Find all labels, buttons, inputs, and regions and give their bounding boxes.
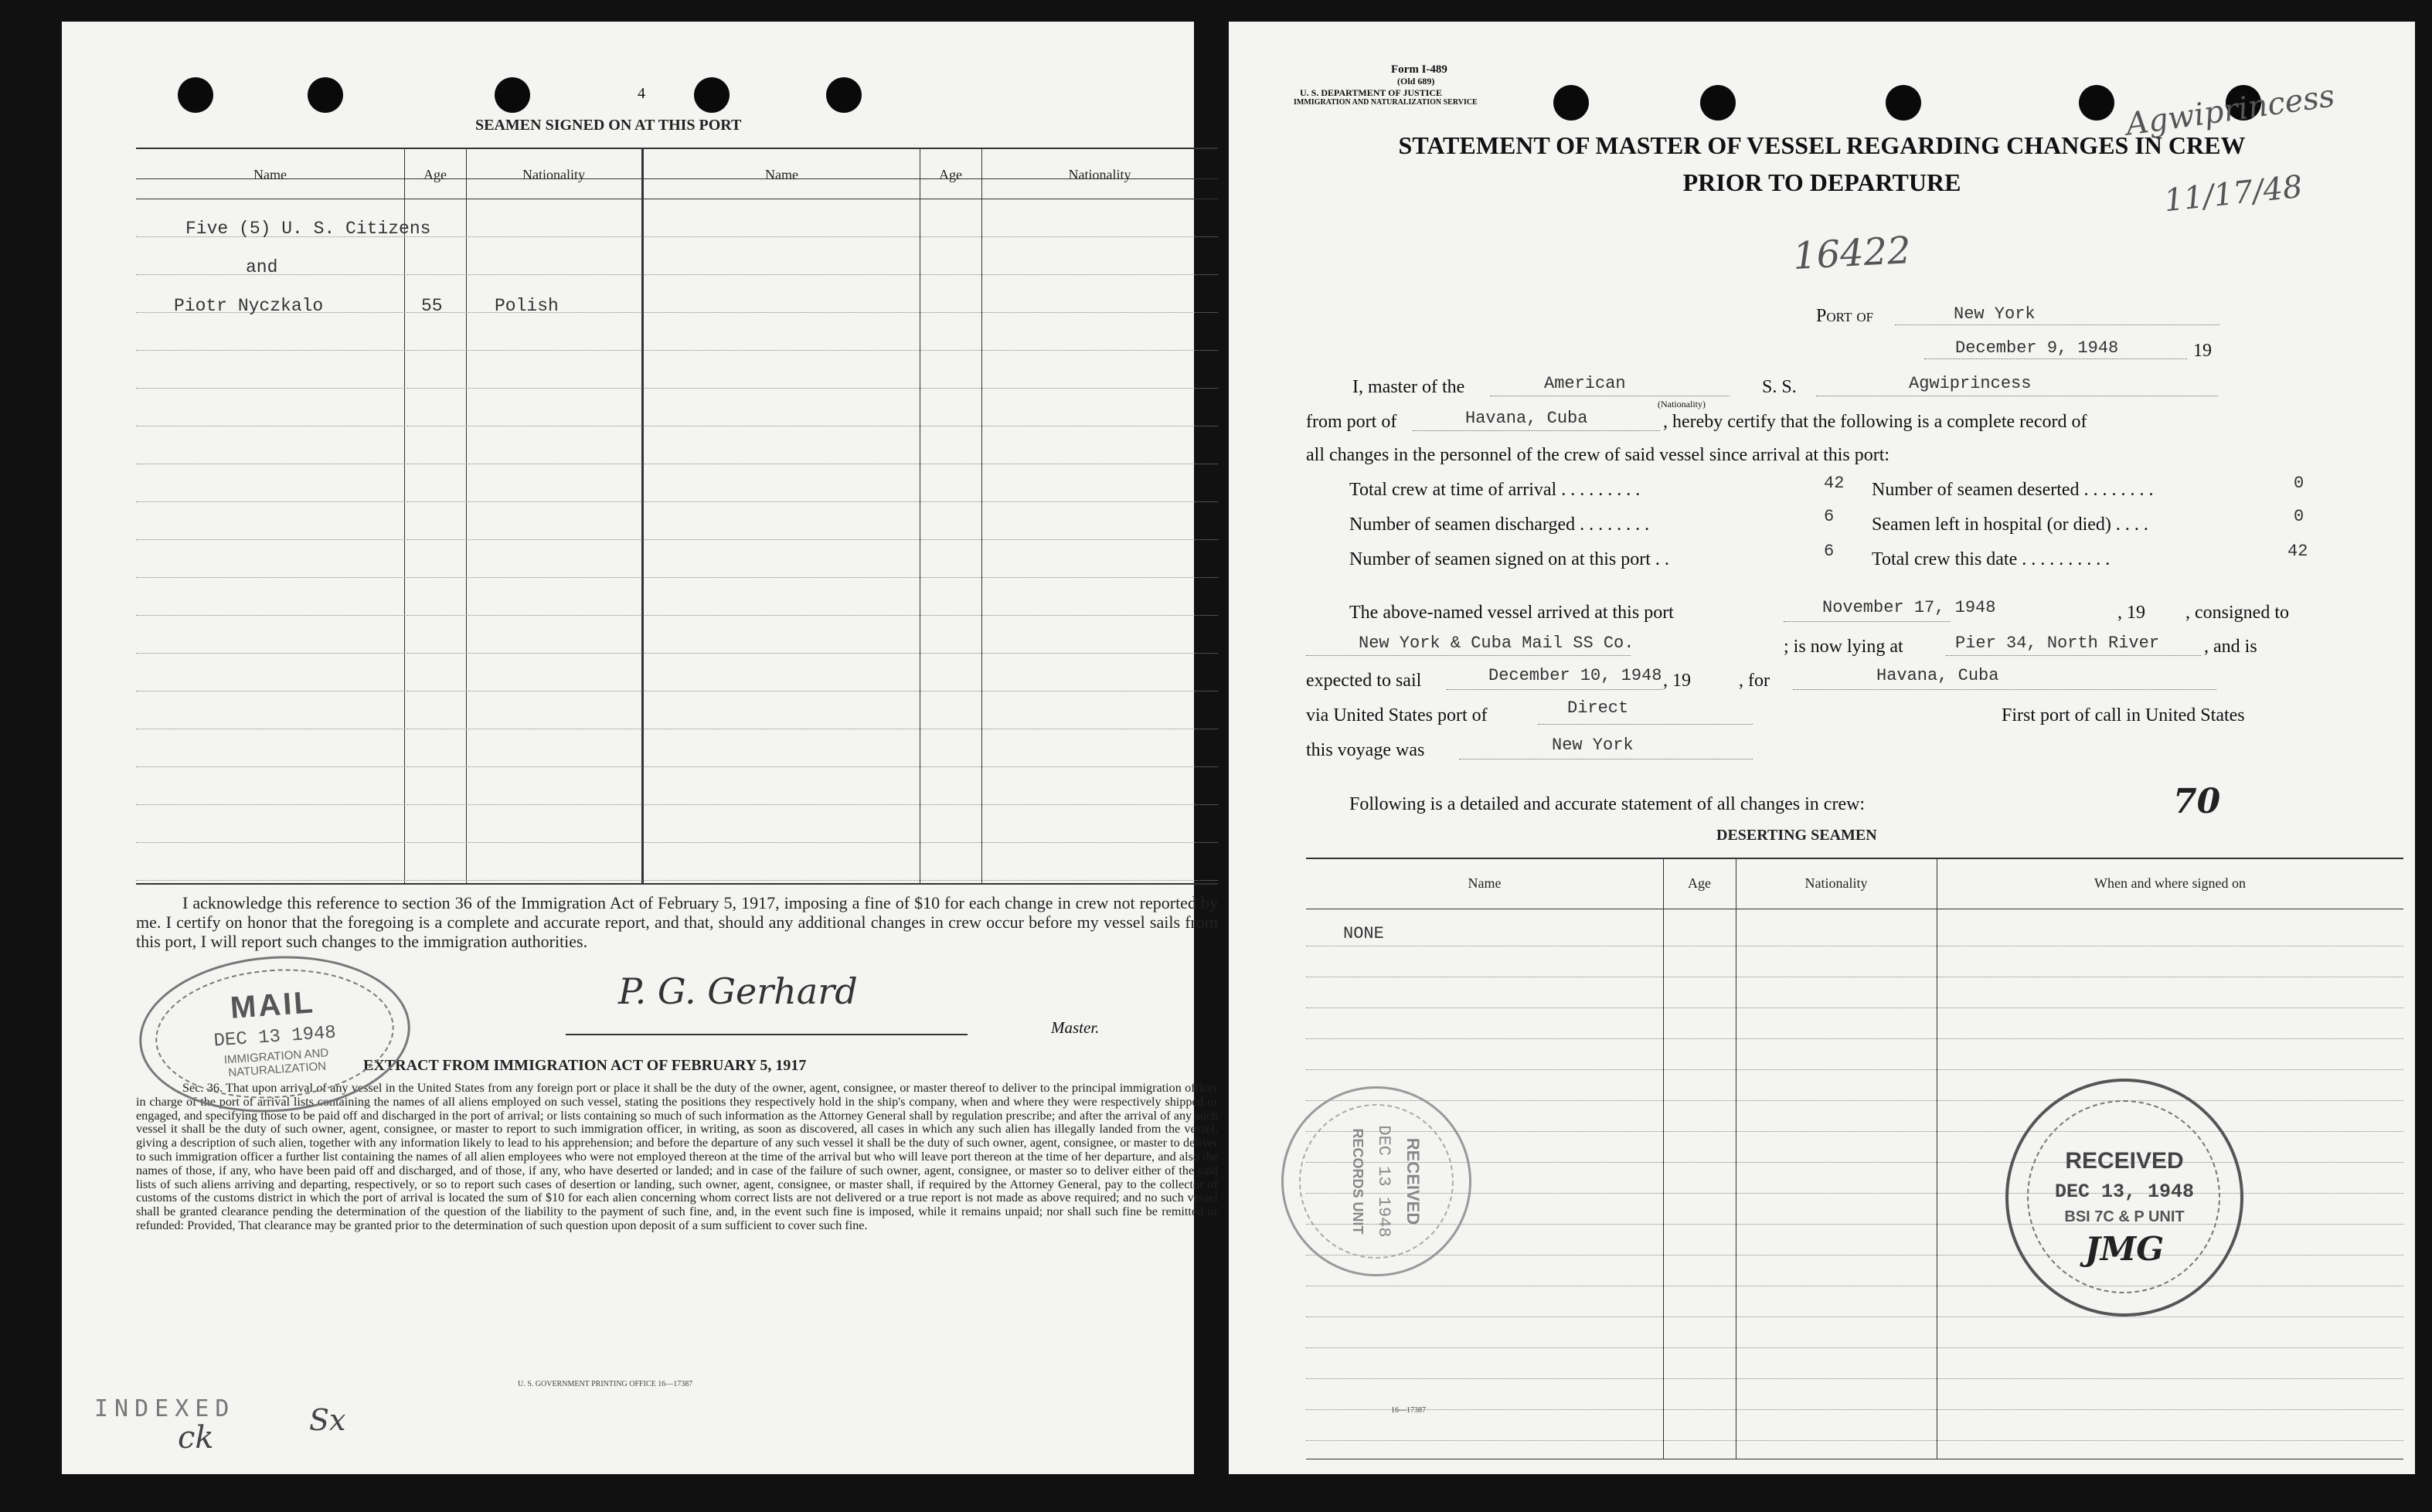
received-stamp-initials: JMG — [2084, 1230, 2165, 1268]
following-value: 70 — [2173, 782, 2221, 821]
received-stamp-bottom: BSI 7C & P UNIT — [2064, 1208, 2185, 1225]
punch-hole — [495, 77, 530, 113]
arrived-value: November 17, 1948 — [1822, 598, 1996, 617]
table-rule-line — [1306, 1100, 2403, 1101]
from-port-label: from port of — [1306, 412, 1397, 432]
statement-date: December 9, 1948 — [1955, 338, 2119, 358]
table-row-name: Piotr Nyczkalo — [174, 296, 324, 316]
mail-stamp-bottom: IMMIGRATION AND NATURALIZATION — [223, 1046, 329, 1080]
des-col-header-signed-on: When and where signed on — [2094, 875, 2246, 891]
and-is-label: , and is — [2204, 637, 2257, 657]
col-header-age-2: Age — [939, 167, 962, 182]
count-label: Number of seamen discharged . . . . . . . . — [1349, 515, 1650, 535]
table-row-nationality: Polish — [495, 296, 559, 316]
page-number: 4 — [638, 85, 645, 102]
count-value: 6 — [1824, 542, 1835, 561]
table-row-name: Five (5) U. S. Citizens — [185, 219, 431, 239]
punch-hole — [2079, 85, 2114, 121]
table-rule-line — [1306, 1409, 2403, 1410]
deserting-row-name: NONE — [1343, 924, 1384, 943]
handwritten-file-number: 16422 — [1791, 229, 1913, 278]
for-value: Havana, Cuba — [1876, 666, 1999, 685]
count-right-label: Total crew this date . . . . . . . . . . — [1872, 549, 2111, 569]
extract-text: Sec. 36. That upon arrival of any vessel in the United States from any foreign port or place it shall be the duty of the owner, agent, consignee, or master thereof to deliver to the principal immigration officer in charge of the port of arrival lists containing the names of all aliens employed on such vessel, stating the positions they respectively hold in the ship's company, when and where they were respectively shipped or engaged, and specifying those to be paid off and discharged in the port of arrival; or lists containing so much of such information as the Attorney General shall by regulation prescribe; and after the arrival of any such vessel it shall be the duty of such owner, agent, consignee, or master to report to such immigration officer, in writing, as soon as discovered, all cases in which any such alien has illegally landed from the vessel, giving a description of such alien, together with any information likely to lead to his apprehension; and before the departure of any such vessel it shall be the duty of such owner, agent, consignee, or master to deliver to such immigration officer a further list containing the names of all alien employees who were not employed thereon at the time of the arrival but who will leave port thereon at the time of her departure, and also the names of those, if any, who have been paid off and discharged, and of those, if any, who have deserted or landed; and in case of the failure of such owner, agent, consignee, or master so to deliver either of the said lists of such aliens arriving and departing, respectively, or so to report such cases of desertion or landing, such owner, agent, consignee, or master shall, if required by the Attorney General, pay to the collector of customs of the customs district in which the port of arrival is located the sum of $10 for each alien concerning whom correct lists are not delivered or a true report is not made as above required; and no such vessel shall be granted clearance pending the determination of the question of the liability to the payment of such fine, and, in the event such fine is imposed, while it remains unpaid; nor shall such fine be remitted or refunded: Provided, That clearance may be granted prior to the determination of such question upon deposit of a sum sufficient to cover such fine. — [136, 1081, 1218, 1232]
seamen-signed-title: SEAMEN SIGNED ON AT THIS PORT — [475, 117, 742, 134]
table-row-age: 55 — [421, 296, 443, 316]
table-rule-line — [136, 501, 1218, 502]
ss-label: S. S. — [1762, 377, 1797, 397]
indexed-initials: ck — [178, 1420, 214, 1456]
table-rule-line — [136, 842, 1218, 843]
for-label: , for — [1739, 671, 1770, 691]
extract-title: EXTRACT FROM IMMIGRATION ACT OF FEBRUARY 5, 1917 — [363, 1057, 807, 1074]
punch-hole — [178, 77, 213, 113]
table-rule-line — [1306, 1347, 2403, 1348]
service-name: IMMIGRATION AND NATURALIZATION SERVICE — [1294, 98, 1478, 107]
master-signature: P. G. Gerhard — [618, 970, 858, 1012]
count-value: 6 — [1824, 507, 1835, 526]
punch-hole — [826, 77, 862, 113]
acknowledgment-text: I acknowledge this reference to section 36 of the Immigration Act of February 5, 1917, imposing a fine of $10 for each change in crew not reported by me. I certify on honor that the foregoing is a complete and accurate report, and that, should any additional changes in crew occur before my vessel sails from this port, I will report such changes to the immigration authorities. — [136, 893, 1218, 951]
changes-text: all changes in the personnel of the crew of said vessel since arrival at this port: — [1306, 445, 1890, 465]
records-stamp-bottom: RECORDS UNIT — [1350, 1128, 1366, 1235]
table-rule-line — [136, 615, 1218, 616]
indexed-initials-2: Sx — [309, 1403, 346, 1437]
handwritten-ship-name: Agwiprincess — [2124, 78, 2337, 143]
mail-stamp-top: MAIL — [229, 985, 317, 1025]
arrived-19: , 19 — [2117, 603, 2145, 623]
sail-value: December 10, 1948 — [1488, 666, 1662, 685]
printing-office: U. S. GOVERNMENT PRINTING OFFICE 16—17387 — [518, 1380, 693, 1388]
table-rule-line — [136, 804, 1218, 805]
col-header-name: Name — [253, 167, 287, 182]
table-rule-line — [136, 880, 1218, 881]
count-right-value: 42 — [2287, 542, 2308, 561]
form-number: Form I-489 — [1391, 63, 1447, 76]
table-rule-line — [136, 653, 1218, 654]
left-page — [62, 22, 1218, 1474]
table-rule-line — [1306, 1069, 2403, 1070]
count-right-value: 0 — [2294, 507, 2304, 526]
des-col-header-nationality: Nationality — [1804, 875, 1868, 891]
records-stamp-top: RECEIVED — [1403, 1137, 1423, 1225]
table-rule-line — [1306, 1007, 2403, 1008]
voyage-value: New York — [1552, 736, 1634, 755]
table-rule-line — [136, 274, 1218, 275]
following-label: Following is a detailed and accurate statement of all changes in crew: — [1349, 794, 1866, 814]
table-rule-line — [136, 350, 1218, 351]
voyage-label: this voyage was — [1306, 740, 1425, 760]
first-port-label: First port of call in United States — [2002, 705, 2245, 725]
table-rule-line — [1306, 1440, 2403, 1441]
received-stamp-date: DEC 13, 1948 — [2054, 1181, 2195, 1203]
via-value: Direct — [1567, 698, 1629, 718]
from-port-value: Havana, Cuba — [1465, 409, 1588, 428]
table-row-name: and — [246, 257, 278, 277]
sail-19: , 19 — [1663, 671, 1691, 691]
table-rule-line — [136, 388, 1218, 389]
count-value: 42 — [1824, 474, 1845, 493]
right-page — [1229, 22, 2415, 1474]
nationality-caption: (Nationality) — [1658, 399, 1706, 409]
count-right-label: Seamen left in hospital (or died) . . . . — [1872, 515, 2148, 535]
received-stamp — [2005, 1079, 2243, 1317]
nationality-value: American — [1544, 374, 1626, 393]
mail-stamp-date: DEC 13 1948 — [213, 1022, 337, 1052]
punch-hole — [1700, 85, 1736, 121]
col-header-nationality: Nationality — [522, 167, 585, 182]
port-of-label: Port of — [1816, 306, 1874, 326]
count-right-value: 0 — [2294, 474, 2304, 493]
table-rule-line — [1306, 1038, 2403, 1039]
date-year-suffix: 19 — [2193, 341, 2212, 361]
handwritten-date: 11/17/48 — [2162, 168, 2304, 219]
form-title-line2: PRIOR TO DEPARTURE — [1682, 168, 1961, 196]
des-col-header-name: Name — [1468, 875, 1502, 891]
table-rule-line — [1306, 1378, 2403, 1379]
received-stamp-top: RECEIVED — [2065, 1148, 2184, 1174]
i-master-label: I, master of the — [1352, 377, 1465, 397]
via-label: via United States port of — [1306, 705, 1488, 725]
arrived-label: The above-named vessel arrived at this port — [1349, 603, 1674, 623]
lying-label: ; is now lying at — [1784, 637, 1903, 657]
count-label: Total crew at time of arrival . . . . . . . . . — [1349, 480, 1641, 500]
ss-value: Agwiprincess — [1909, 374, 2032, 393]
punch-hole — [1553, 85, 1589, 121]
table-rule-line — [136, 539, 1218, 540]
punch-hole — [694, 77, 730, 113]
certify-text: , hereby certify that the following is a complete record of — [1663, 412, 2087, 432]
records-stamp-date: DEC 13 1948 — [1374, 1125, 1393, 1238]
des-col-header-age: Age — [1688, 875, 1711, 891]
consigned-label: , consigned to — [2185, 603, 2289, 623]
count-right-label: Number of seamen deserted . . . . . . . . — [1872, 480, 2154, 500]
form-old-number: (Old 689) — [1397, 76, 1435, 87]
table-rule-line — [136, 766, 1218, 767]
count-label: Number of seamen signed on at this port . . — [1349, 549, 1669, 569]
table-rule-line — [136, 577, 1218, 578]
master-label: Master. — [1051, 1018, 1100, 1037]
indexed-stamp: INDEXED — [94, 1395, 236, 1422]
footer-code: 16—17387 — [1391, 1406, 1426, 1415]
port-of-value: New York — [1954, 304, 2036, 324]
punch-hole — [1886, 85, 1921, 121]
col-header-name-2: Name — [765, 167, 798, 182]
lying-value: Pier 34, North River — [1955, 634, 2160, 653]
department-name: U. S. DEPARTMENT OF JUSTICE — [1300, 87, 1443, 98]
sail-label: expected to sail — [1306, 671, 1422, 691]
punch-hole — [308, 77, 343, 113]
records-stamp — [1281, 1086, 1471, 1276]
col-header-age: Age — [423, 167, 447, 182]
col-header-nationality-2: Nationality — [1068, 167, 1131, 182]
form-title-line1: STATEMENT OF MASTER OF VESSEL REGARDING CHANGES IN CREW — [1398, 131, 2246, 159]
consignee-value: New York & Cuba Mail SS Co. — [1359, 634, 1634, 653]
table-rule-line — [1306, 1131, 2403, 1132]
deserting-seamen-title: DESERTING SEAMEN — [1716, 827, 1877, 844]
